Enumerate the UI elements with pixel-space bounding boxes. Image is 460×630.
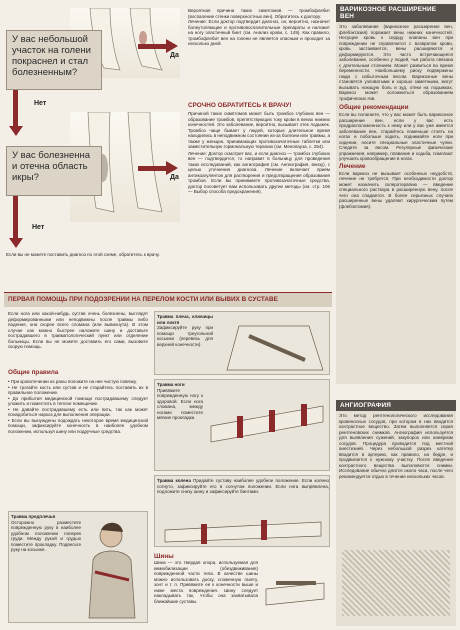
arrow-yes-2-shaft (138, 166, 168, 171)
leg-injury-illustration (154, 379, 330, 471)
shoulder-caption (157, 314, 213, 347)
arrow-yes-1-icon (166, 39, 178, 53)
answer-1-block (188, 8, 330, 47)
splint-title: Шины (154, 553, 174, 560)
arrow-no-1-shaft (13, 90, 18, 128)
arrow-no-1-icon (9, 126, 23, 136)
answer-1-treatment: Лечение: Если доктор подтвердит диагноз, он, вероятно, назначит болеутоляющие и противовоспалительные препараты и наложит на ногу эластичный бинт (см. Анализ крови, с. 149). Как правило, тромбофлебит вен на голени не является опасным и проходит за несколько дней. (188, 19, 330, 46)
question-1-box (6, 30, 102, 90)
splint-text: Шина — это твердая опора, используемая для иммобилизации (обездвиживания) поврежденной части тела. В качестве шины можно использовать доску, сложенную газету, зонт и т. п. Привяжите ее к конечности выше и ниже места повреждения. Шину следует накладывать так, чтобы она захватывала ближайшие суставы. (154, 560, 258, 604)
knee-caption-title: Травма колена (157, 478, 191, 483)
shoulder-caption-title: Травма плеча, ключицы или локтя (157, 314, 213, 325)
first-aid-rules-title: Общие правила (8, 369, 59, 376)
varicose-title: ВАРИКОЗНОЕ РАСШИРЕНИЕ ВЕН (336, 4, 456, 22)
answer-2-text: Причиной таких симптомов может быть тромбоз глубоких вен — образование тромбов, препятствующих току крови в венах нижних конечностей. Это заболевание, вероятно, вызывает отек лодыжек. Тромбоз чаще бывает у людей, которые длительное время находились в неподвижном состоянии из-за болезни или травмы, а также у женщин, принимающих противозачаточные таблетки или заместительную гормональную терапию (см. Менопауза, с. 254). (188, 111, 330, 149)
varicose-general-title: Общие рекомендации (339, 104, 409, 111)
forearm-caption (11, 514, 81, 553)
question-2-box (6, 146, 102, 196)
arrow-yes-1-shaft (138, 44, 168, 49)
first-aid-rules-list (8, 379, 148, 434)
varicose-text: Это заболевание (варикозное расширение вен, флебэктазия) поражает вены нижних конечностей. Несущие кровь к сердцу клапаны вен при повреждении не справляются с возвратом крови, кровь застаивается, вены расширяются и деформируются. Это часто встречающееся заболевание, особенно у людей, чья работа связана с длительным стоянием. Может развиться во время беременности. Наибольшему риску подвержены люди с избыточным весом. Варикозные вены становятся узловатыми и хорошо заметными, могут вызывать ноющую боль и зуд, отеки на лодыжках. Варикоз может осложниться образованием трофических язв. (339, 24, 453, 101)
forearm-illustration (8, 511, 148, 623)
rule-item: • До прибытия медицинской помощи пострадавшему следует уложить и поместить в теплое помещение. (8, 395, 149, 406)
varicose-treatment-title: Лечение (339, 162, 366, 170)
rule-text: Не давайте пострадавшему есть или пить, так как может понадобиться наркоз для выполнения операции. (8, 406, 148, 417)
answer-2-treatment: Лечение: Доктор осмотрит вас, и если диагноз — тромбоз глубоких вен — подтвердится, то направит в больницу для проведения таких исследований, как ангиография (см. Ангиография, внизу), с целью уточнения диагноза. Лечение включает прием антикоагулянтов для растворения и предотвращения образования тромбов. Если вы принимаете противозачаточные средства, доктор посоветует вам использовать другие методы (см. стр. 106 — Выбор способа предохранения). (188, 150, 330, 194)
rule-text: При кровотечении из раны положите на нее чистую повязку. (10, 379, 138, 384)
first-aid-title-bar (4, 293, 332, 307)
leg-caption-title: Травма ноги (157, 382, 185, 387)
rule-item: • Не давайте пострадавшему есть или пить, так как может понадобиться наркоз для выполнения операции. (8, 406, 148, 417)
sling-icon (219, 316, 327, 372)
varicose-panel (336, 4, 456, 384)
knee-caption-text: Придайте суставу наиболее удобное положение. Если колено согнуто, зафиксируйте его в согнутом положении. Если нога выпрямлена, подложите снизу шину и зафиксируйте бинтами. (157, 478, 329, 494)
first-aid-intro: Если нога или какой-нибудь сустав очень болезнены, выглядят деформированными или неподвижны после травмы либо падения, она скорее всего сломана (или вывихнута). В этом случае как можно быстрее наложите шину и доставьте пострадавшего в травматологический пункт или отделение больницы. Если вы не можете доставить его сами, вызовите скорую помощь. (8, 311, 148, 349)
q2-no-text: Если вы не можете поставить диагноз по этой схеме, обратитесь к врачу. (6, 252, 160, 257)
shoulder-illustration (154, 311, 330, 375)
bandaged-legs-icon (207, 386, 327, 466)
rule-item: • Если вы вынуждены подождать некоторое время медицинской помощи, зафиксируйте конечность в наиболее удобном положении, используя шину или подручные средства. (8, 417, 148, 434)
splint-block (154, 553, 330, 625)
first-aid-title: ПЕРВАЯ ПОМОЩЬ ПРИ ПОДОЗРЕНИИ НА ПЕРЕЛОМ КОСТИ ИЛИ ВЫВИХ В СУСТАВЕ (8, 296, 278, 303)
first-aid-section (4, 292, 332, 626)
yes-1-label: Да (170, 52, 179, 59)
arrow-no-2-icon (9, 238, 23, 248)
angiography-image (342, 550, 450, 616)
rule-text: Не трогайте кость или сустав и не старайтесь поставить их в правильное положение. (8, 384, 148, 395)
yes-2-label: Да (170, 174, 179, 181)
answer-2-block (188, 102, 330, 195)
knee-illustration (154, 475, 330, 547)
no-1-label: Нет (34, 100, 47, 107)
knee-caption (157, 478, 329, 495)
rule-item: • Не трогайте кость или сустав и не старайтесь поставить их в правильное положение. (8, 384, 148, 395)
rule-text: Если вы вынуждены подождать некоторое время медицинской помощи, зафиксируйте конечность в наиболее удобном положении, используя шину или подручные средства. (8, 417, 148, 434)
shoulder-caption-text: Зафиксируйте руку при помощи треугольной косынки (перевязь для верхней конечности). (157, 325, 213, 347)
forearm-caption-title: Травма предплечья (11, 514, 56, 519)
angiography-panel (336, 400, 456, 626)
question-1-text: У вас небольшой участок на голени покраснел и стал болезненным? (12, 34, 91, 78)
leg-caption (157, 382, 203, 421)
knee-splint-icon (161, 510, 325, 546)
leg-caption-text: Привяжите поврежденную ногу к здоровой. Если нога сломана, между ногами поместите мягкие прокладки. (157, 387, 203, 420)
forearm-caption-text: Осторожно разместите поврежденную руку в наиболее удобном положении поперек груди. Между рукой и грудью поместите прокладку. Подвесьте руку на косынке. (11, 519, 81, 552)
varicose-general-text: Если вы полагаете, что у вас может быть варикозное расширение вен, если у вас есть предрасположенность к нему или у вас уже имеется заболевание вен, старайтесь поменьше стоять на ногах и побольше ходить, поднимайте ноги при сидении, носите специальные эластичные чулки. Следите за весом. Регулярные физические упражнения, например, плавание и ходьба, помогают улучшить кровообращение в ногах. (339, 112, 453, 161)
arrow-yes-2-icon (166, 161, 178, 175)
rule-item: • При кровотечении из раны положите на нее чистую повязку. (8, 379, 138, 384)
question-2-text: У вас болезненна и отечна область икры? (12, 150, 91, 183)
angiography-title: АНГИОГРАФИЯ (336, 400, 456, 411)
angiography-text: Это метод рентгенологического исследования кровеносных сосудов, при котором в них вводится контрастное вещество. Затем выполняется серия рентгеновских снимков. Ангиография используется для выявления сужений, закупорок или аневризм сосудов. Процедура проводится под местной анестезией. Через небольшой разрез катетер вводится в артерию, как правило, на бедре, и продвигается к нужному участку. После введения контрастного вещества выполняются снимки. Исследование обычно длится около часа, после чего рекомендуется отдых в течение нескольких часов. (339, 413, 453, 479)
person-arm-icon (81, 520, 145, 620)
varicose-treatment-text: Если варикоз не вызывает особенных неудобств, лечение не требуется. При необходимости доктор может назначить склеротерапию — введение специального раствора в расширенную вену, после чего она спадается. В более серьезных случаях расширенные вены удаляют хирургическим путем (флебэктомия). (339, 170, 453, 209)
rule-text: До прибытия медицинской помощи пострадавшему следует уложить и поместить в теплое помещение. (8, 395, 149, 406)
no-2-label: Нет (32, 224, 45, 231)
arrow-no-2-shaft (13, 196, 18, 240)
answer-2-title: СРОЧНО ОБРАТИТЕСЬ К ВРАЧУ! (188, 102, 292, 109)
splint-arm-icon (262, 559, 328, 621)
answer-1-text: Вероятная причина таких симптомов — тромбофлебит (воспаление стенки поверхностных вен). Обратитесь к доктору. (188, 8, 330, 19)
